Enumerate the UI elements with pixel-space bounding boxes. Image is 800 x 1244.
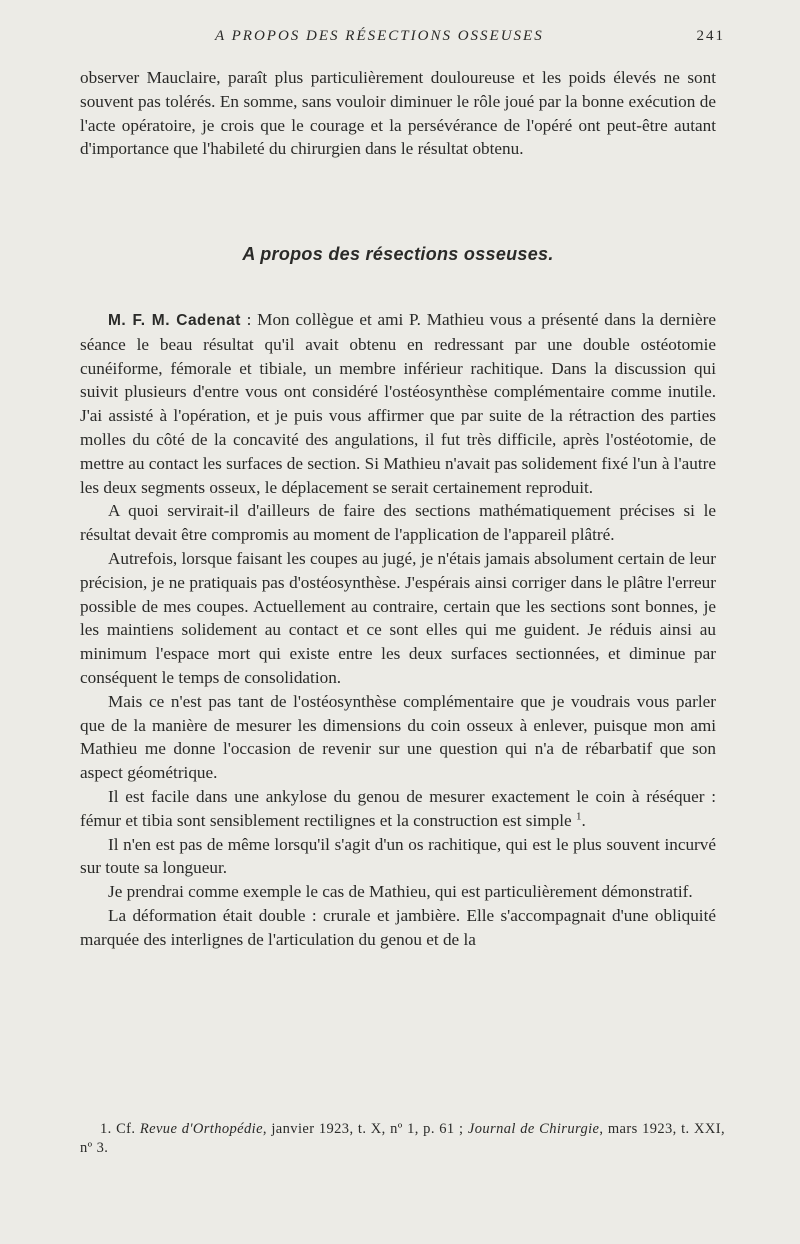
paragraph-4: Mais ce n'est pas tant de l'ostéosynthèse complémentaire que je voudrais vous parler que de la manière de mesurer les dimensions du coin osseux à enlever, puisque mon ami Mathieu me donne l'occasion de revenir sur une question qui n'a de rébarbatif que son aspect géométrique. bbox=[80, 691, 716, 783]
footnote-ref-1: , janvier 1923, t. X, nº 1, p. 61 ; bbox=[262, 1121, 464, 1137]
footnote-ref-2: , mars 1923, t. XXI, nº 3. bbox=[80, 1121, 725, 1156]
paragraph-5 bbox=[80, 785, 716, 833]
footnote-reference: 1 bbox=[575, 810, 582, 822]
continuation-text bbox=[80, 66, 716, 161]
footnote-journal-1: Revue d'Orthopédie bbox=[139, 1121, 263, 1137]
paragraph-1 bbox=[80, 308, 716, 499]
paragraph-7: Je prendrai comme exemple le cas de Mathieu, qui est particulièrement démonstratif. bbox=[108, 882, 693, 902]
footnote-journal-2: Journal de Chirurgie bbox=[467, 1121, 600, 1137]
speaker-name: M. F. M. Cadenat bbox=[108, 312, 241, 329]
article-body bbox=[80, 308, 716, 952]
paragraph-5-text: Il est facile dans une ankylose du genou de mesurer exactement le coin à réséquer : fémur et tibia sont sensiblement rectilignes et la construction est simple bbox=[80, 786, 716, 830]
page-number: 241 bbox=[696, 28, 725, 44]
paragraph-8: La déformation était double : crurale et jambière. Elle s'accompagnait d'une obliquité marquée des interlignes de l'articulation du genou et de la bbox=[80, 905, 716, 949]
paragraph-6: Il n'en est pas de même lorsqu'il s'agit d'un os rachitique, qui est le plus souvent incurvé sur toute sa longueur. bbox=[80, 834, 716, 878]
footnote-marker: 1. Cf. bbox=[100, 1121, 136, 1137]
footnote-text bbox=[80, 1120, 725, 1158]
paragraph-1-text: : Mon collègue et ami P. Mathieu vous a présenté dans la dernière séance le beau résultat qu'il avait obtenu en redressant par une double ostéotomie cunéiforme, fémorale et tibiale, un membre inférieur rachitique. Dans la discussion qui suivit plusieurs d'entre vous ont considéré l'ostéosynthèse complémentaire comme inutile. J'ai assisté à l'opération, et je puis vous affirmer que par suite de la rétraction des parties molles du côté de la concavité des angulations, il fut très difficile, après l'ostéotomie, de mettre au contact les surfaces de section. Si Mathieu n'avait pas solidement fixé l'un à l'autre les deux segments osseux, le déplacement se serait certainement reproduit. bbox=[80, 310, 716, 497]
paragraph-2: A quoi servirait-il d'ailleurs de faire des sections mathématiquement précises si le résultat devait être compromis au moment de l'application de l'appareil plâtré. bbox=[80, 501, 716, 545]
paragraph-5-end: . bbox=[581, 810, 586, 830]
section-title: A propos des résections osseuses. bbox=[242, 244, 554, 264]
running-title: A PROPOS DES RÉSECTIONS OSSEUSES bbox=[215, 28, 544, 44]
paragraph-3: Autrefois, lorsque faisant les coupes au jugé, je n'étais jamais absolument certain de leur précision, je ne pratiquais pas d'ostéosynthèse. J'espérais ainsi corriger dans le plâtre l'erreur possible de mes coupes. Actuellement au contraire, certain que les sections sont bonnes, je les maintiens solidement au contact et ce sont elles qui me guident. Je réduis ainsi au minimum l'espace mort qui existe entre les deux surfaces sectionnées, et diminue par conséquent le temps de consolidation. bbox=[80, 548, 716, 687]
continuation-paragraph: observer Mauclaire, paraît plus particulièrement douloureuse et les poids élevés ne sont souvent pas tolérés. En somme, sans vouloir diminuer le rôle joué par la bonne exécution de l'acte opératoire, je crois que le courage et la persévérance de l'opéré ont peut-être autant d'importance que l'habileté du chirurgien dans le résultat obtenu. bbox=[80, 68, 716, 159]
footnote bbox=[80, 1120, 725, 1158]
